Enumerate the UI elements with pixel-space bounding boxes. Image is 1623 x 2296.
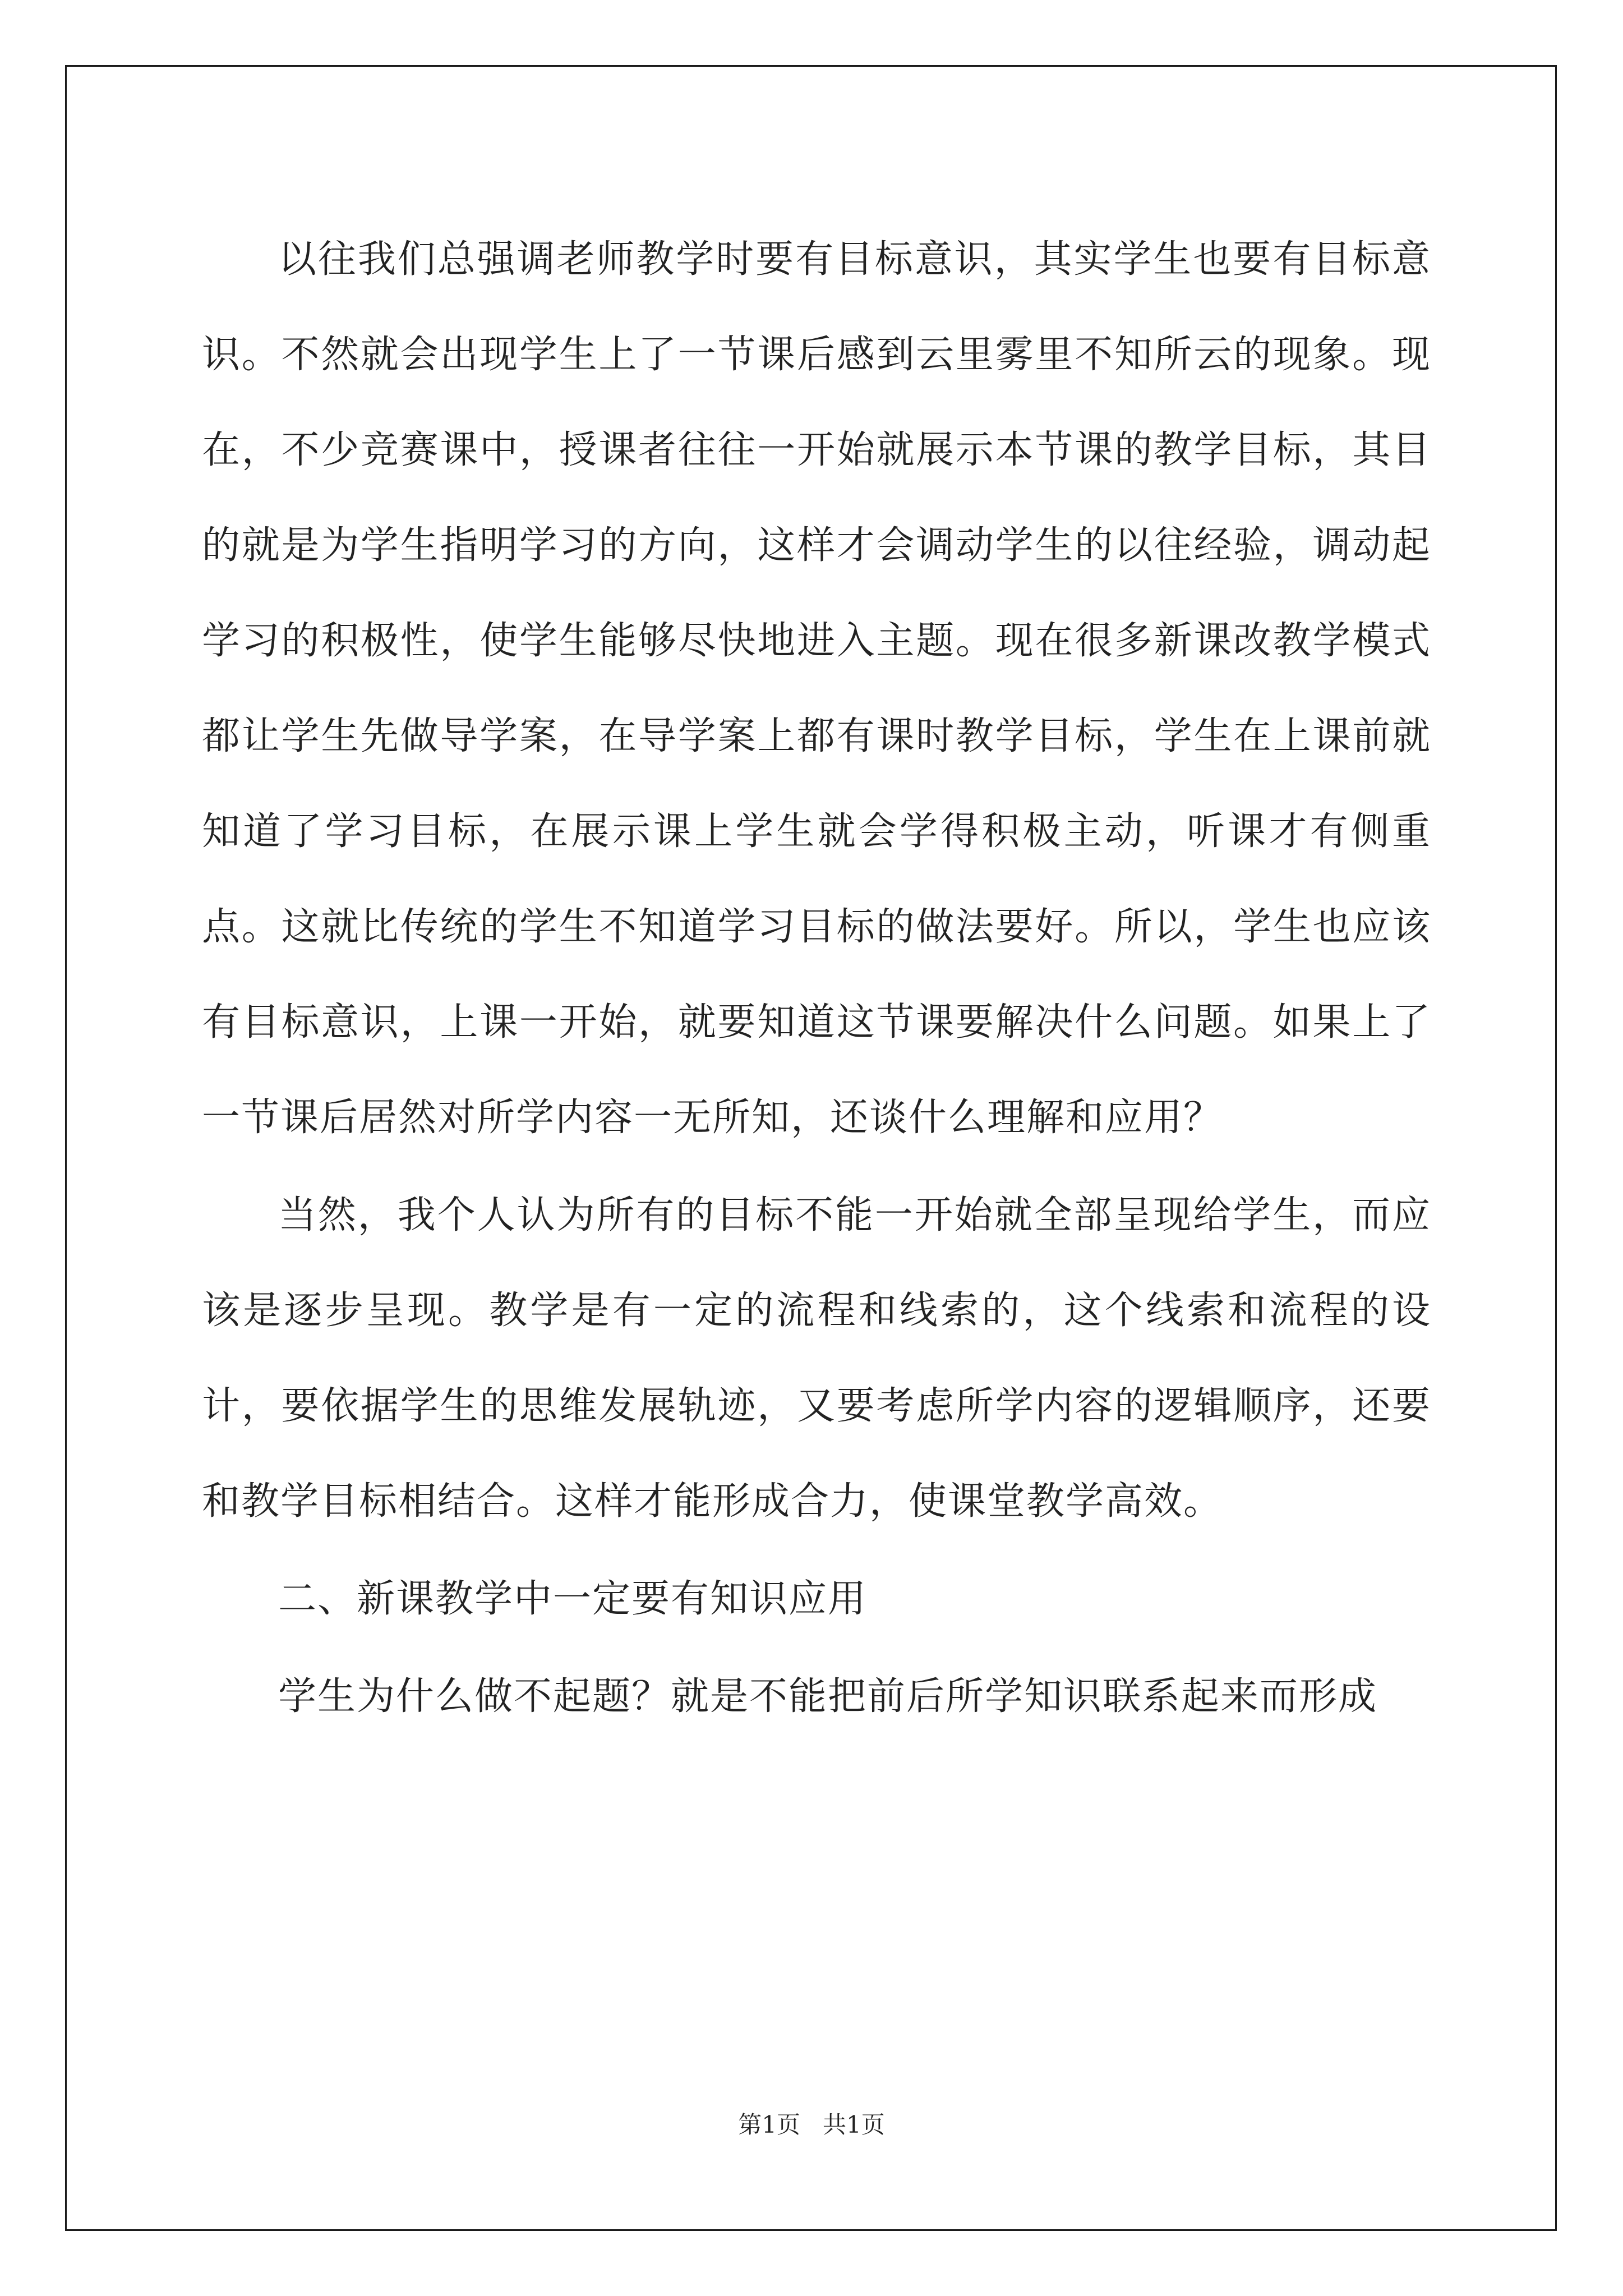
document-body [202, 212, 1431, 1747]
paragraph: 以往我们总强调老师教学时要有目标意识，其实学生也要有目标意识。不然就会出现学生上了一节课后感到云里雾里不知所云的现象。现在，不少竞赛课中，授课者往往一开始就展示本节课的教学目标，其目的就是为学生指明学习的方向，这样才会调动学生的以往经验，调动起学习的积极性，使学生能够尽快地进入主题。现在很多新课改教学模式都让学生先做导学案，在导学案上都有课时教学目标，学生在上课前就知道了学习目标，在展示课上学生就会学得积极主动，听课才有侧重点。这就比传统的学生不知道学习目标的做法要好。所以，学生也应该有目标意识，上课一开始，就要知道这节课要解决什么问题。如果上了一节课后居然对所学内容一无所知，还谈什么理解和应用？ [202, 237, 1431, 1140]
paragraph: 学生为什么做不起题？就是不能把前后所学知识联系起来而形成 [278, 1674, 1378, 1719]
paragraph: 当然，我个人认为所有的目标不能一开始就全部呈现给学生，而应该是逐步呈现。教学是有一定的流程和线索的，这个线索和流程的设计，要依据学生的思维发展轨迹，又要考虑所学内容的逻辑顺序，还要和教学目标相结合。这样才能形成合力，使课堂教学高效。 [202, 1193, 1431, 1524]
page-footer: 第1页 共1页 [738, 2111, 885, 2138]
section-heading: 二、新课教学中一定要有知识应用 [278, 1577, 868, 1621]
